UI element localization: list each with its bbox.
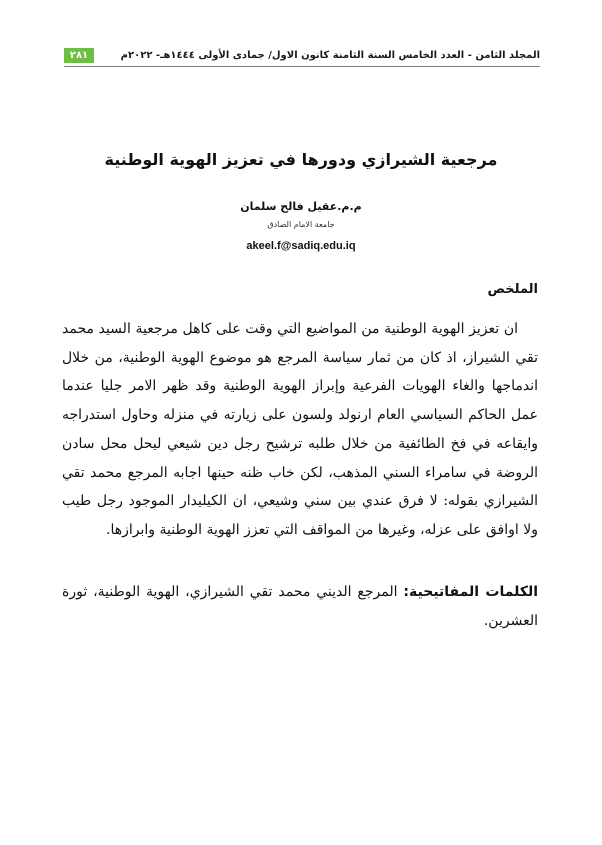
abstract-body: ان تعزيز الهوية الوطنية من المواضيع التي وقت على كاهل مرجعية السيد محمد تقي الشيراز، اذ كان من ثمار سياسة المرجع هو موضوع الهوية الوطنية، من خلال اندماجها والغاء الهويات الفرعية وإبراز الهوية الوطنية وقد ظهر الامر جليا عندما عمل الحاكم السياسي العام ارنولد ولسون على زيارته في منزله وحاول استدراجه وايقاعه في فخ الطائفية من خلال طلبه ترشيح رجل دين شيعي ليحل محل سادن الروضة في سامراء السني المذهب، لكن خاب ظنه حينها اجابه المرجع محمد تقي الشيرازي بقوله: لا فرق عندي بين سني وشيعي، ان الكيليدار الموجود رجل طيب ولا اوافق على عزله، وغيرها من المواقف التي تعزز الهوية الوطنية وابرازها. [62,321,539,538]
article-title: مرجعية الشيرازي ودورها في تعزيز الهوية الوطنية [104,150,498,169]
author-name: م.م.عقيل فالح سلمان [240,200,362,213]
author-email: akeel.f@sadiq.edu.iq [246,240,356,252]
header-divider [64,66,540,67]
keywords-list: المرجع الديني محمد تقي الشيرازي، الهوية الوطنية، ثورة العشرين. [62,584,538,629]
running-header [64,48,540,64]
abstract-heading: الملخص [487,282,538,297]
page-number-badge: ٢٨١ [64,48,94,63]
keywords-paragraph [62,578,538,635]
journal-issue-line: المجلد الثامن - العدد الخامس السنة الثامنة كانون الاول/ جمادى الأولى ١٤٤٤هـ- ٢٠٢٢م [120,50,540,61]
keywords-label: الكلمات المفاتيحية: [403,584,539,600]
author-affiliation: جامعة الامام الصادق [267,220,335,229]
